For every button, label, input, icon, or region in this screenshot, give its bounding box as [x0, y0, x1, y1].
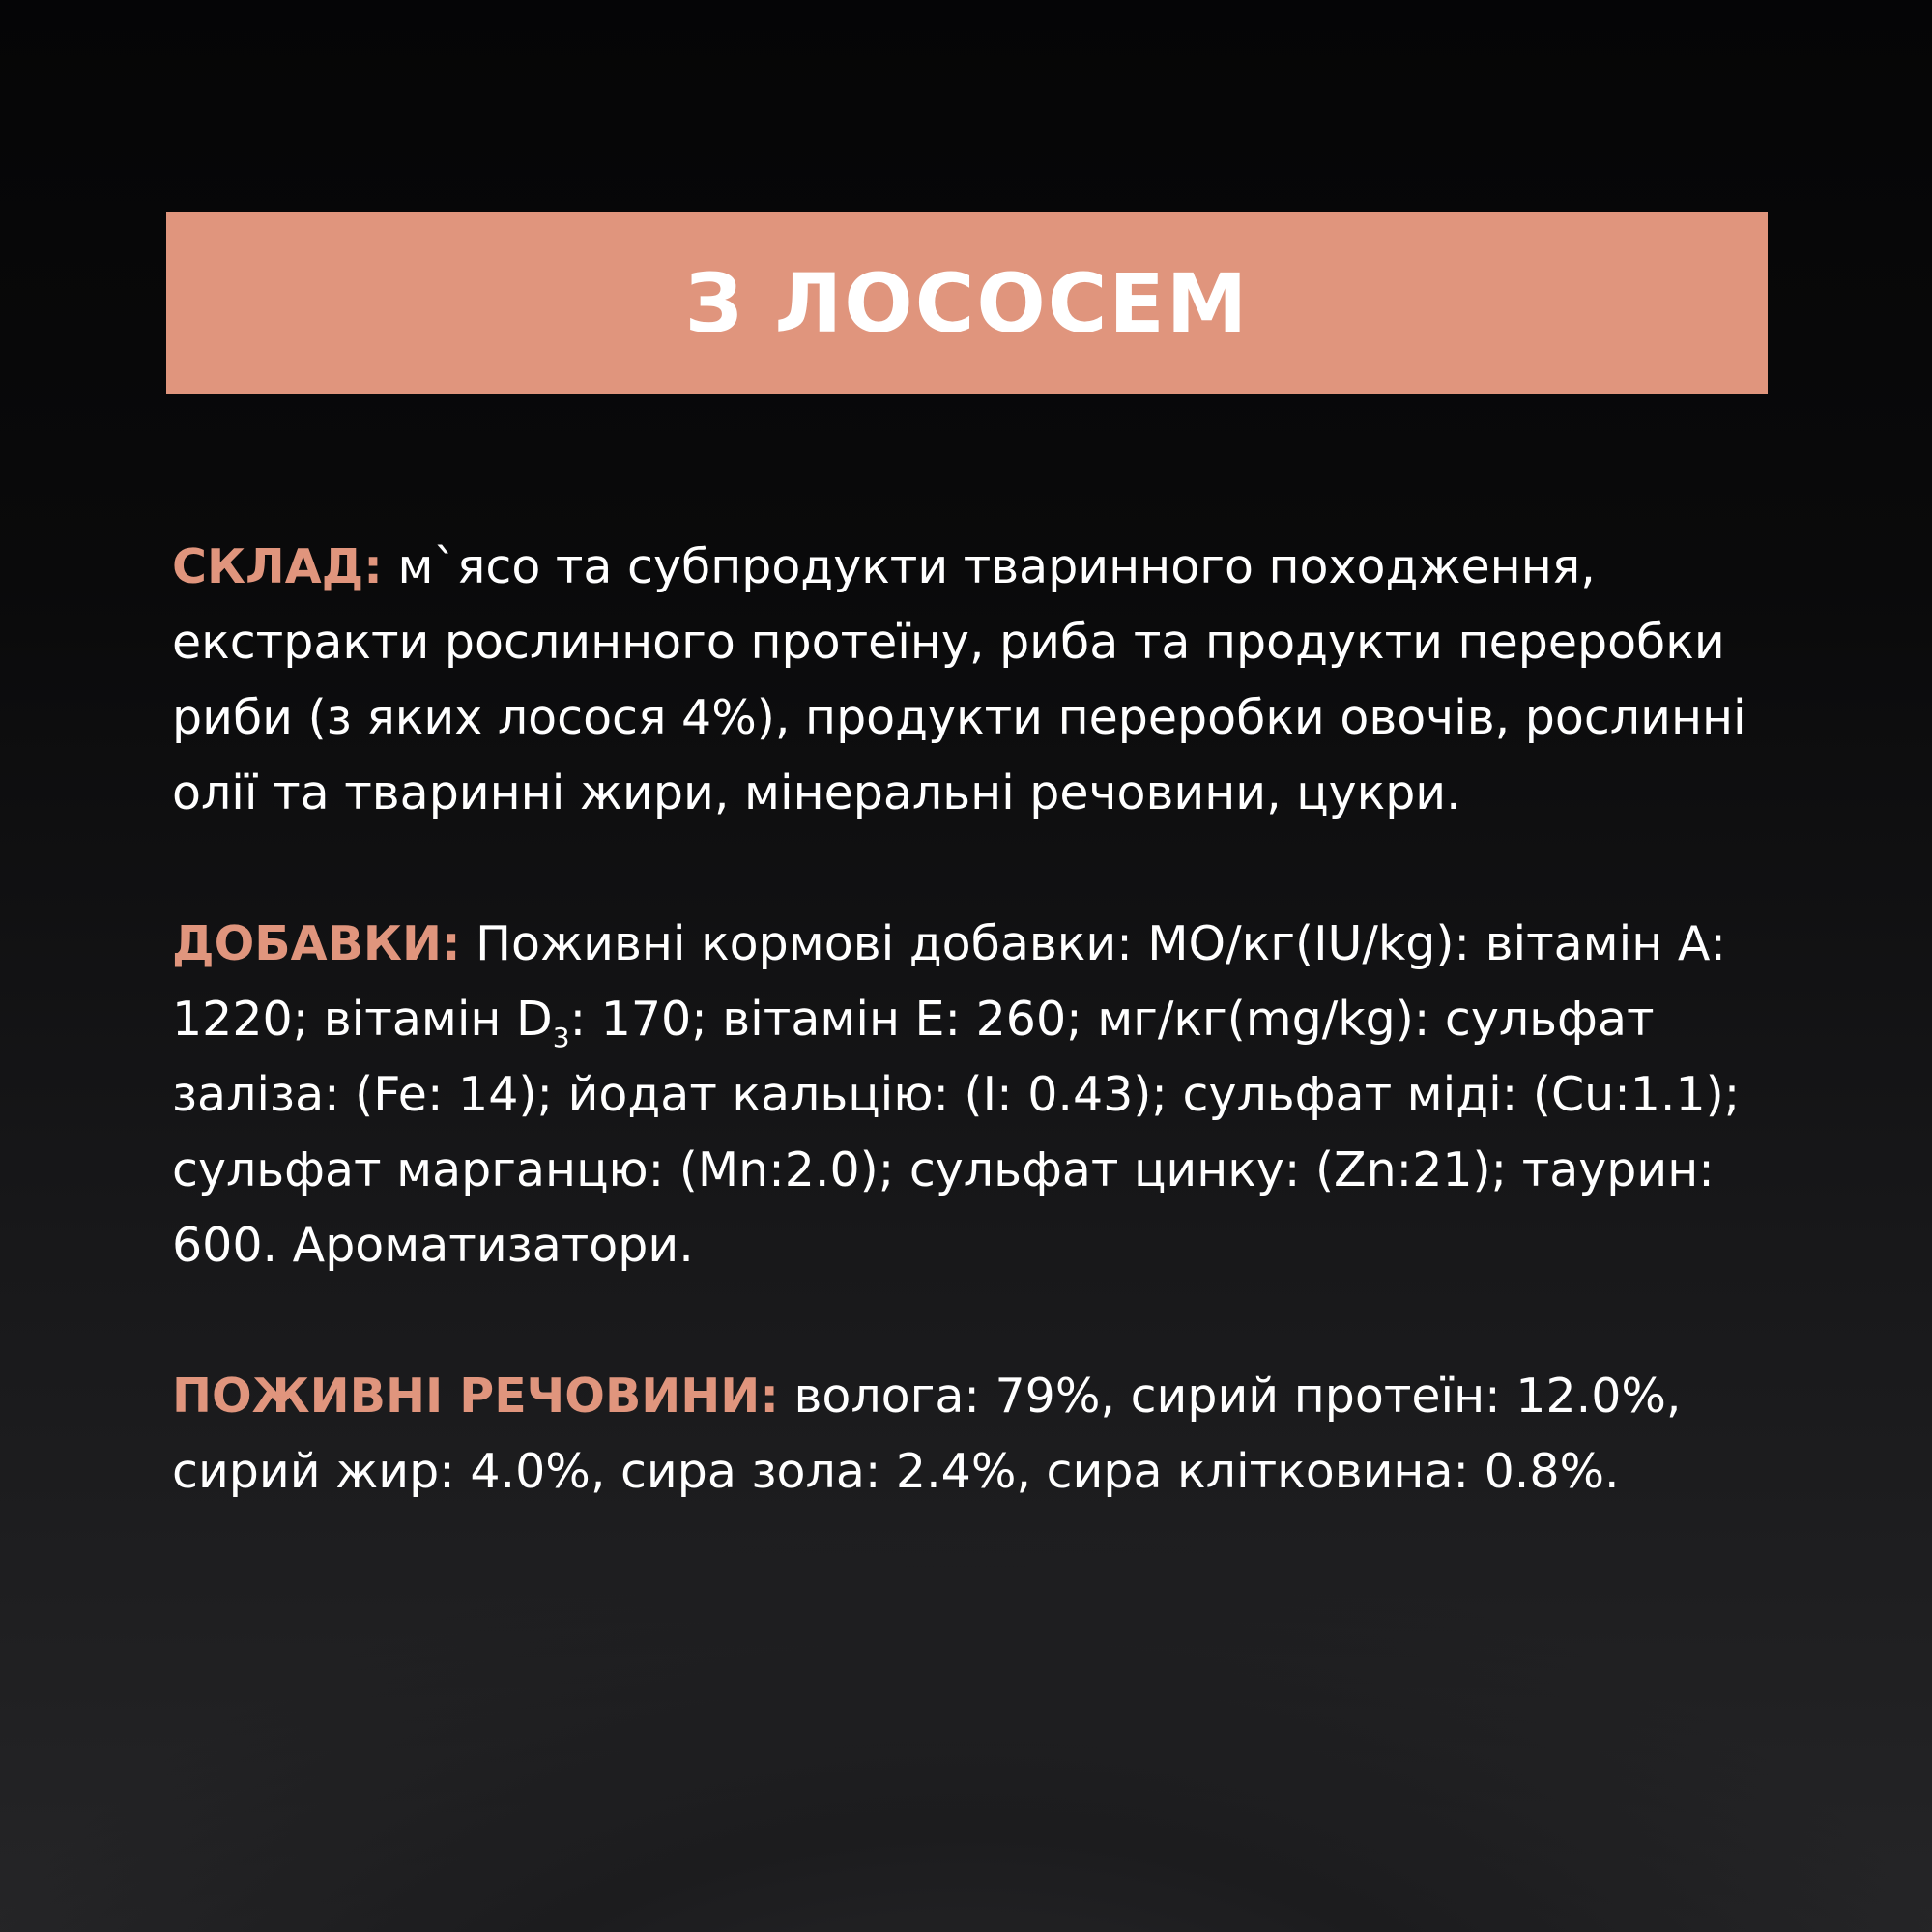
ingredients-content: [172, 530, 1767, 1585]
composition-section: [172, 530, 1767, 831]
nutrients-section: [172, 1359, 1767, 1510]
composition-label: СКЛАД:: [172, 539, 383, 594]
additives-section: [172, 907, 1767, 1283]
nutrients-label: ПОЖИВНІ РЕЧОВИНИ:: [172, 1369, 779, 1424]
additives-text-part1: Поживні кормові добавки: МО/кг(IU/kg): вітамін А: 1220; вітамін D: [172, 916, 1726, 1047]
nutrients-text: волога: 79%, сирий протеїн: 12.0%, сирий жир: 4.0%, сира зола: 2.4%, сира клітковина: 0.8%.: [172, 1369, 1682, 1499]
additives-text-part2: : 170; вітамін Е: 260; мг/кг(mg/kg): сульфат заліза: (Fe: 14); йодат кальцію: (I: 0.43); сульфат міді: (Cu:1.1); сульфат марганцю: (Mn:2.0); сульфат цинку: (Zn:21); таурин: 600. Ароматизатори.: [172, 992, 1741, 1273]
title-banner: [166, 212, 1768, 394]
banner-title: З ЛОСОСЕМ: [684, 255, 1250, 351]
additives-label: ДОБАВКИ:: [172, 916, 461, 971]
vitamin-d-subscript: 3: [552, 1022, 570, 1053]
composition-text: м`ясо та субпродукти тваринного походження, екстракти рослинного протеїну, риба та продукти переробки риби (з яких лосося 4%), продукти переробки овочів, рослинні олії та тваринні жири, мінеральні речовини, цукри.: [172, 539, 1746, 821]
